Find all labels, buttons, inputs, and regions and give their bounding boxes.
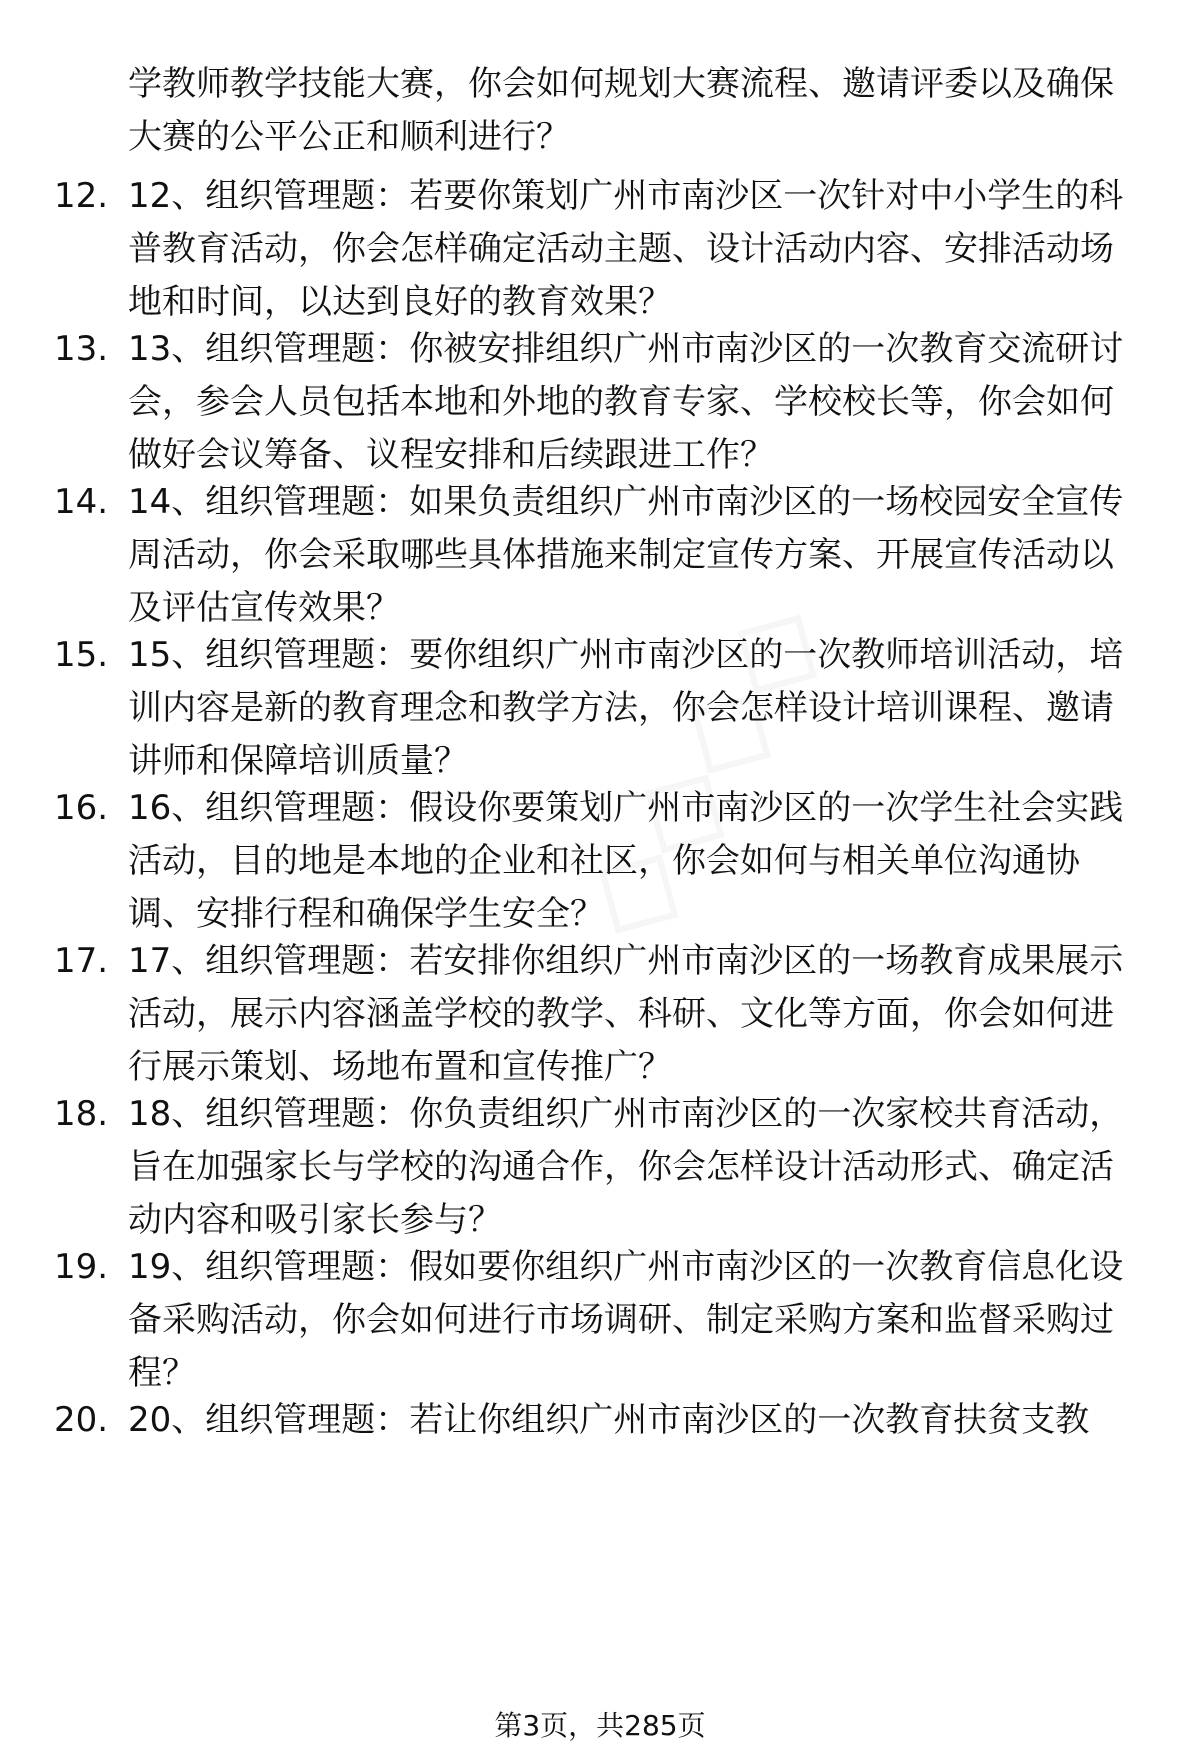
list-item	[0, 629, 1200, 782]
page-footer: 第3页，共285页	[494, 1709, 706, 1742]
item-text: 20、组织管理题：若让你组织广州市南沙区的一次教育扶贫支教	[128, 1400, 1090, 1440]
item-text: 13、组织管理题：你被安排组织广州市南沙区的一次教育交流研讨会，参会人员包括本地和外地的教育专家、学校校长等，你会如何做好会议筹备、议程安排和后续跟进工作？	[128, 329, 1124, 475]
item-number: 15.	[54, 635, 109, 675]
continued-paragraph: 学教师教学技能大赛，你会如何规划大赛流程、邀请评委以及确保大赛的公平公正和顺利进行？	[128, 64, 1114, 157]
question-list	[0, 170, 1200, 1547]
item-text: 19、组织管理题：假如要你组织广州市南沙区的一次教育信息化设备采购活动，你会如何进行市场调研、制定采购方案和监督采购过程？	[128, 1247, 1124, 1393]
item-text: 18、组织管理题：你负责组织广州市南沙区的一次家校共育活动，旨在加强家长与学校的沟通合作，你会怎样设计活动形式、确定活动内容和吸引家长参与？	[128, 1094, 1124, 1240]
list-item	[0, 476, 1200, 629]
item-text: 16、组织管理题：假设你要策划广州市南沙区的一次学生社会实践活动，目的地是本地的企业和社区，你会如何与相关单位沟通协调、安排行程和确保学生安全？	[128, 788, 1124, 934]
item-text: 15、组织管理题：要你组织广州市南沙区的一次教师培训活动，培训内容是新的教育理念和教学方法，你会怎样设计培训课程、邀请讲师和保障培训质量？	[128, 635, 1124, 781]
item-number: 13.	[54, 329, 109, 369]
item-number: 20.	[54, 1400, 109, 1440]
list-item	[0, 323, 1200, 476]
item-text: 12、组织管理题：若要你策划广州市南沙区一次针对中小学生的科普教育活动，你会怎样确定活动主题、设计活动内容、安排活动场地和时间，以达到良好的教育效果？	[128, 176, 1124, 322]
item-text: 17、组织管理题：若安排你组织广州市南沙区的一场教育成果展示活动，展示内容涵盖学校的教学、科研、文化等方面，你会如何进行展示策划、场地布置和宣传推广？	[128, 941, 1124, 1087]
item-number: 17.	[54, 941, 109, 981]
item-number: 12.	[54, 176, 109, 216]
list-item	[0, 1394, 1200, 1547]
item-number: 16.	[54, 788, 109, 828]
item-number: 18.	[54, 1094, 109, 1134]
list-item	[0, 1088, 1200, 1241]
list-item	[0, 1241, 1200, 1394]
list-item	[0, 782, 1200, 935]
item-number: 14.	[54, 482, 109, 522]
list-item	[0, 935, 1200, 1088]
item-text: 14、组织管理题：如果负责组织广州市南沙区的一场校园安全宣传周活动，你会采取哪些具体措施来制定宣传方案、开展宣传活动以及评估宣传效果？	[128, 482, 1124, 628]
item-number: 19.	[54, 1247, 109, 1287]
list-item	[0, 170, 1200, 323]
